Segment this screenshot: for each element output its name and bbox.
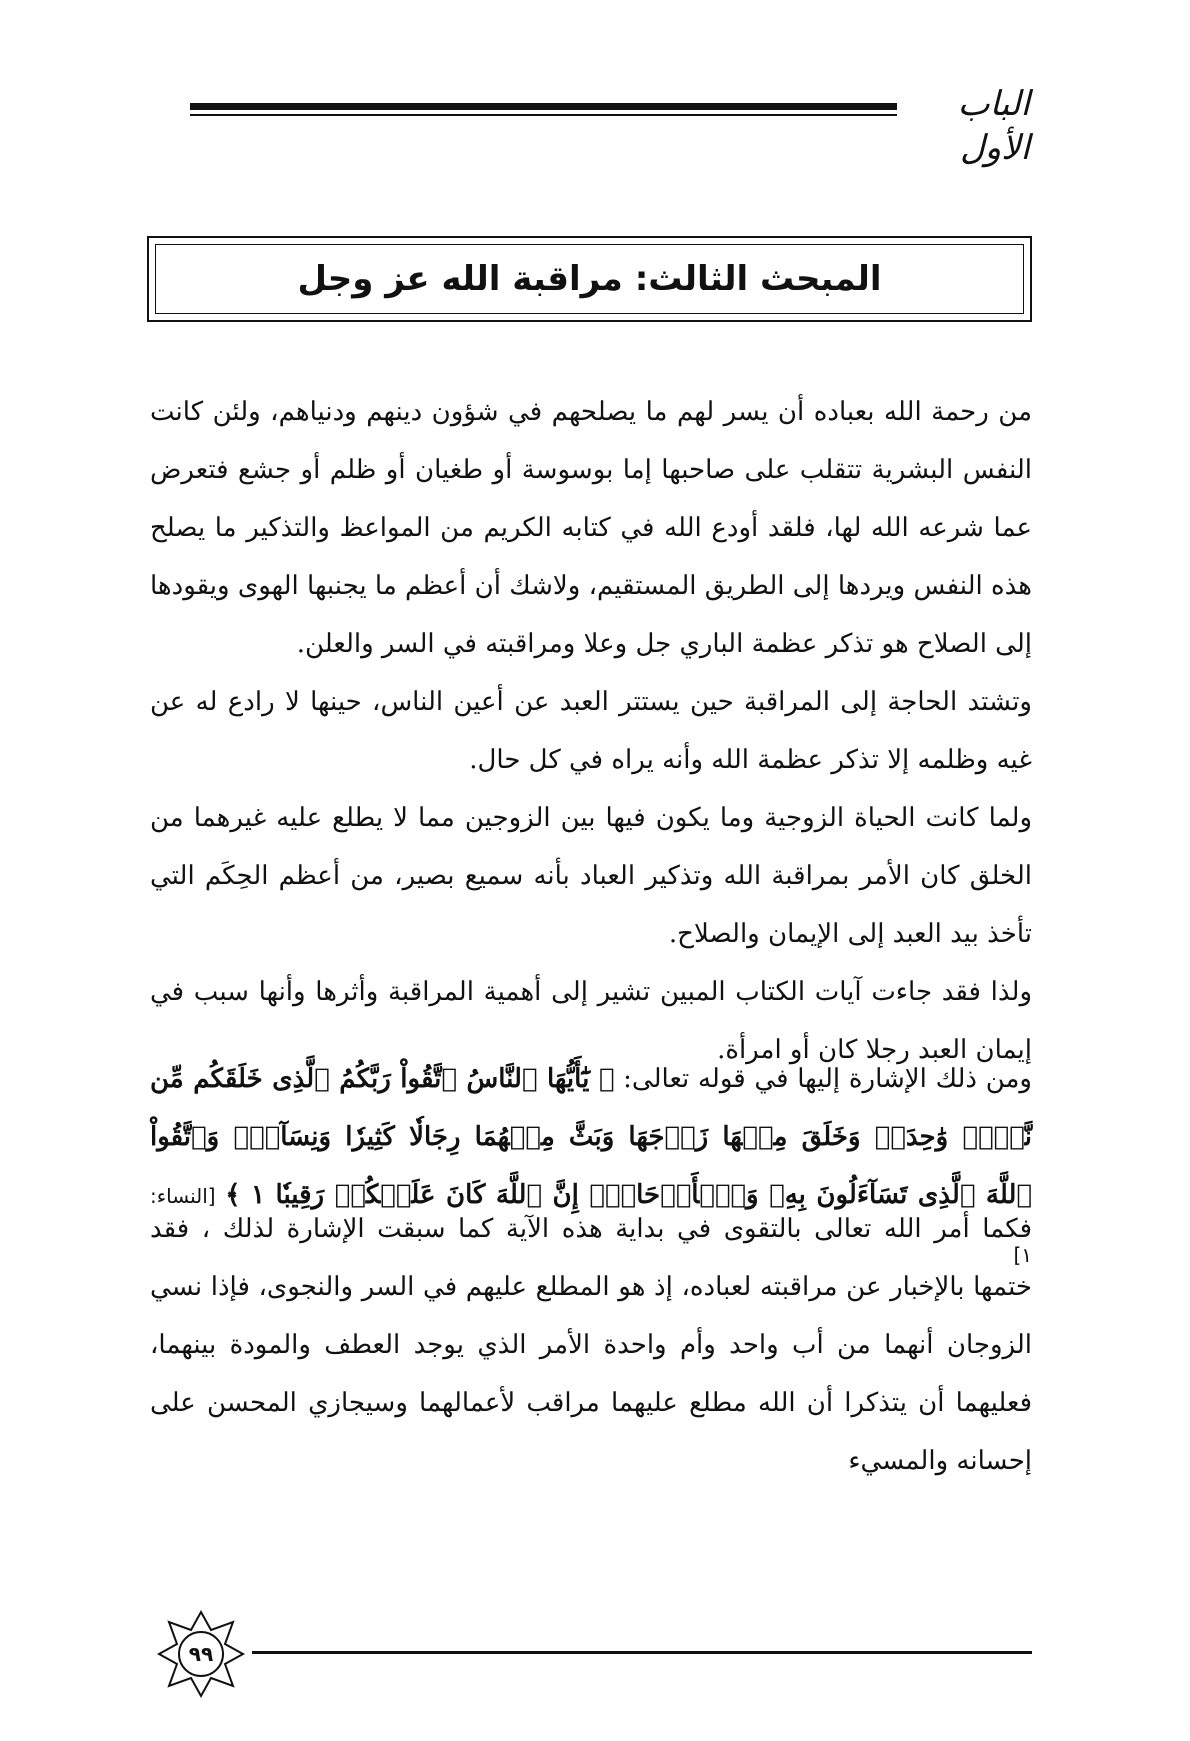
header-rule-thin [190,114,897,116]
chapter-header-label: الباب الأول [957,84,1030,168]
section-title-inner-frame [155,244,1024,314]
section-title-box [147,236,1032,322]
body-text [150,383,1032,1079]
section-title: المبحث الثالث: مراقبة الله عز وجل [297,259,882,299]
page-number: ٩٩ [178,1631,224,1677]
quran-intro: ومن ذلك الإشارة إليها في قوله تعالى: [614,1064,1032,1094]
paragraph-1: من رحمة الله بعباده أن يسر لهم ما يصلحهم في شؤون دينهم ودنياهم، ولئن كانت النفس البشرية تتقلب على صاحبها إما بوسوسة أو طغيان أو ظلم أو جشع فتعرض عما شرعه الله لها، فلقد أودع الله في كتابه الكريم من المواعظ والتذكير ما يصلح هذه النفس ويردها إلى الطريق المستقيم، ولاشك أن أعظم ما يجنبها الهوى ويقودها إلى الصلاح هو تذكر عظمة الباري جل وعلا ومراقبته في السر والعلن. [150,397,1032,659]
footer-rule [252,1651,1032,1654]
page-number-ornament [155,1608,247,1700]
quran-ayah: ﴿ يَٰٓأَيُّهَا ٱلنَّاسُ ٱتَّقُواْ رَبَّكُمُ ٱلَّذِى خَلَقَكُم مِّن نَّفۡسٖ وَٰحِدَةٖ وَخَلَقَ مِنۡهَا زَوۡجَهَا وَبَثَّ مِنۡهُمَا رِجَالٗا كَثِيرٗا وَنِسَآءٗۚ وَٱتَّقُواْ ٱللَّهَ ٱلَّذِى تَسَآءَلُونَ بِهِۦ وَٱلۡأَرۡحَامَۚ إِنَّ ٱللَّهَ كَانَ عَلَيۡكُمۡ رَقِيبٗا ١ ﴾ [150,1064,1032,1210]
header-rule-thick [190,103,897,110]
ayah-reference: [النساء: ١] [150,1184,1032,1267]
paragraph-3: ولما كانت الحياة الزوجية وما يكون فيها بين الزوجين مما لا يطلع عليه غيرهما من الخلق كان الأمر بمراقبة الله وتذكير العباد بأنه سميع بصير، من أعظم الحِكَم التي تأخذ بيد العبد إلى الإيمان والصلاح. [150,803,1032,949]
closing-paragraph: فكما أمر الله تعالى بالتقوى في بداية هذه الآية كما سبقت الإشارة لذلك ، فقد ختمها بالإخبار عن مراقبته لعباده، إذ هو المطلع عليهم في السر والنجوى، فإذا نسي الزوجان أنهما من أب واحد وأم واحدة الأمر الذي يوجد العطف والمودة بينهما، فعليهما أن يتذكرا أن الله مطلع عليهما مراقب لأعمالهما وسيجازي المحسن على إحسانه والمسيء [150,1214,1032,1476]
paragraph-2: وتشتد الحاجة إلى المراقبة حين يستتر العبد عن أعين الناس، حينها لا رادع له عن غيه وظلمه إلا تذكر عظمة الله وأنه يراه في كل حال. [150,687,1032,775]
paragraph-4: ولذا فقد جاءت آيات الكتاب المبين تشير إلى أهمية المراقبة وأثرها وأنها سبب في إيمان العبد رجلا كان أو امرأة. [150,977,1032,1065]
